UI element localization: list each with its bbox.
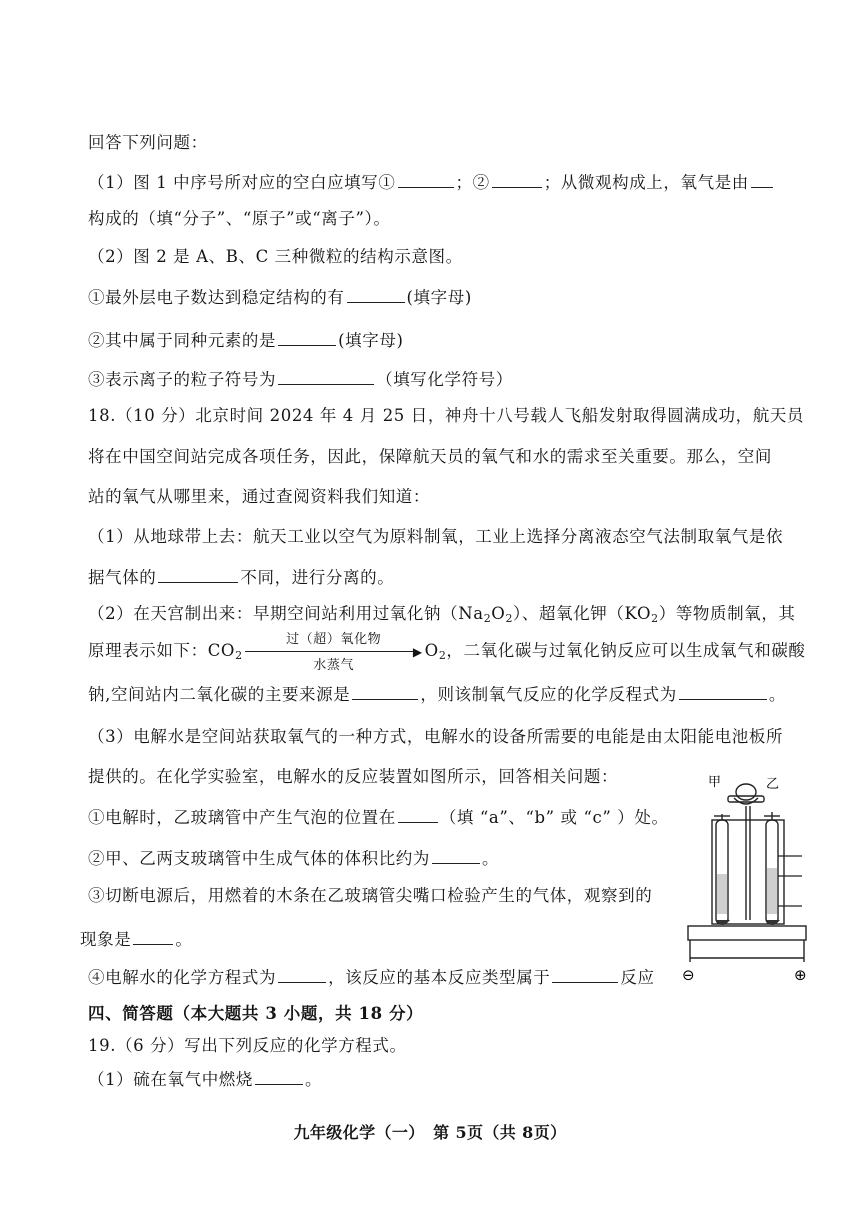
q18-s3-iv-text-a: ④电解水的化学方程式为: [88, 968, 277, 987]
q18-part3-line2: 提供的。在化学实验室，电解水的反应装置如图所示，回答相关问题：: [88, 767, 619, 786]
q18-s2-o2: O: [424, 641, 439, 660]
q18-part3-iii-cont: [80, 928, 192, 950]
q18-s2-text-o: O: [491, 604, 506, 623]
q17-part1-line1: [88, 171, 775, 193]
answer-blank-3[interactable]: [751, 171, 773, 188]
q18-s2-text-end: ）等物质制氧，其: [658, 604, 796, 623]
q17-part2: （2）图 2 是 A、B、C 三种微粒的结构示意图。: [88, 247, 463, 266]
q18-intro-line2: 将在中国空间站完成各项任务，因此，保障航天员的氧气和水的需求至关重要。那么，空间: [88, 447, 772, 466]
q17-p2-iii-text-b: （填写化学符号）: [376, 370, 513, 389]
negative-terminal-icon: ⊖: [682, 966, 695, 982]
water-fill-yi: [767, 868, 777, 914]
answer-blank-4[interactable]: [347, 286, 405, 303]
electrolysis-apparatus-diagram: [680, 770, 812, 982]
answer-blank-15[interactable]: [255, 1068, 303, 1085]
answer-blank-9[interactable]: [679, 683, 767, 700]
q18-s3-iv-text-c: 反应: [620, 968, 655, 987]
page-footer: 九年级化学（一） 第 5页（共 8页）: [293, 1123, 567, 1142]
subscript: 2: [483, 612, 492, 625]
q18-intro-line1: 18.（10 分）北京时间 2024 年 4 月 25 日，神舟十八号载人飞船发射取得圆满成功，航天员: [88, 406, 805, 425]
subscript: 2: [438, 649, 447, 662]
q18-s2-text-b3: ，二氧化碳与过氧化钠反应可以生成氧气和碳酸: [446, 641, 806, 660]
q17-p1-text-c: ；从微观构成上，氧气是由: [543, 173, 749, 192]
support-frame: [688, 820, 806, 962]
q19-part1: [88, 1068, 322, 1090]
q18-s3-ii-text-a: ②甲、乙两支玻璃管中生成气体的体积比约为: [88, 849, 430, 868]
answer-blank-10[interactable]: [398, 806, 438, 823]
q17-part2-i: [88, 286, 472, 308]
reservoir-bulb-icon: [728, 784, 764, 920]
arrow-condition-below: 水蒸气: [313, 657, 355, 673]
label-yi: 乙: [766, 777, 780, 792]
q18-s2-text-a: （2）在天宫制出来：早期空间站利用过氧化钠（Na: [88, 604, 484, 623]
reaction-arrow: [245, 631, 423, 673]
arrow-head-icon: ▶: [412, 644, 423, 659]
q18-s1-text-b: 据气体的: [88, 568, 157, 587]
q17-p2-ii-text-a: ②其中属于同种元素的是: [88, 331, 277, 350]
q17-p2-ii-text-b: (填字母): [338, 331, 404, 350]
q18-s2-text-c2: ，则该制氧气反应的化学反程式为: [420, 685, 677, 704]
q18-part1-line1: （1）从地球带上去：航天工业以空气为原料制氧，工业上选择分离液态空气法制取氧气是依: [88, 527, 784, 546]
q18-s2-co2: 原理表示如下：CO: [88, 641, 236, 660]
section4-heading: 四、简答题（本大题共 3 小题，共 18 分）: [88, 1004, 424, 1023]
q19-stem: 19.（6 分）写出下列反应的化学方程式。: [88, 1036, 407, 1055]
q18-part2-line3: [88, 683, 786, 705]
arrow-condition-above: 过（超）氧化物: [286, 631, 382, 647]
positive-terminal-icon: ⊕: [794, 966, 807, 982]
arrow-shaft: [245, 651, 417, 652]
subscript: 2: [235, 649, 243, 662]
q18-s3-iii-text-c: 。: [175, 930, 193, 949]
q17-p2-iii-text-a: ③表示离子的粒子符号为: [88, 370, 277, 389]
q18-part1-line2: [88, 566, 394, 588]
answer-blank-6[interactable]: [278, 368, 374, 385]
q18-s3-i-text-a: ①电解时，乙玻璃管中产生气泡的位置在: [88, 808, 396, 827]
q18-s3-iv-text-b: ，该反应的基本反应类型属于: [328, 968, 551, 987]
q17-intro: 回答下列问题：: [88, 133, 208, 152]
q18-part3-iii: ③切断电源后，用燃着的木条在乙玻璃管尖嘴口检验产生的气体，观察到的: [88, 886, 653, 905]
q17-part2-iii: [88, 368, 513, 390]
q18-part2-line1: [88, 604, 796, 629]
q19-1-text-b: 。: [305, 1070, 323, 1089]
q17-part2-ii: [88, 329, 403, 351]
q18-part3-i: [88, 806, 669, 828]
answer-blank-12[interactable]: [133, 928, 173, 945]
q18-part2-line2: [88, 631, 806, 673]
q18-intro-line3: 站的氧气从哪里来，通过查阅资料我们知道：: [88, 487, 430, 506]
answer-blank-2[interactable]: [492, 171, 542, 188]
q18-s3-ii-text-b: 。: [482, 849, 500, 868]
q17-p2-i-text-a: ①最外层电子数达到稳定结构的有: [88, 288, 345, 307]
q18-part3-line1: （3）电解水是空间站获取氧气的一种方式，电解水的设备所需要的电能是由太阳能电池板所: [88, 727, 784, 746]
position-markers: [778, 856, 802, 906]
answer-blank-5[interactable]: [278, 329, 336, 346]
answer-blank-8[interactable]: [352, 683, 418, 700]
water-fill-jia: [717, 874, 727, 914]
answer-blank-14[interactable]: [552, 966, 618, 983]
q18-s2-text-c1: 钠,空间站内二氧化碳的主要来源是: [88, 685, 351, 704]
q18-part3-iv: [88, 966, 655, 988]
q18-s1-text-c: 不同，进行分离的。: [240, 568, 395, 587]
answer-blank-1[interactable]: [398, 171, 454, 188]
answer-blank-13[interactable]: [278, 966, 326, 983]
q18-s3-iii-text-b: 现象是: [80, 930, 132, 949]
subscript: 2: [505, 612, 514, 625]
q17-p2-i-text-b: (填字母): [406, 288, 472, 307]
q17-p1-text-b: ；②: [455, 173, 490, 192]
q17-p1-text-a: （1）图 1 中序号所对应的空白应填写①: [88, 173, 396, 192]
label-jia: 甲: [708, 775, 722, 790]
q18-s2-text-ko: ）、超氧化钾（KO: [513, 604, 652, 623]
q18-part3-ii: [88, 847, 499, 869]
q18-s3-i-text-b: （填 “a”、“b” 或 “c” ）处。: [439, 808, 669, 827]
subscript: 2: [651, 612, 659, 625]
answer-blank-7[interactable]: [158, 566, 238, 583]
q17-p1-text-d: 构成的（填“分子”、“原子”或“离子”）。: [88, 209, 391, 228]
q18-s2-text-c3: 。: [768, 685, 786, 704]
q19-1-text-a: （1）硫在氧气中燃烧: [88, 1070, 253, 1089]
answer-blank-11[interactable]: [432, 847, 480, 864]
